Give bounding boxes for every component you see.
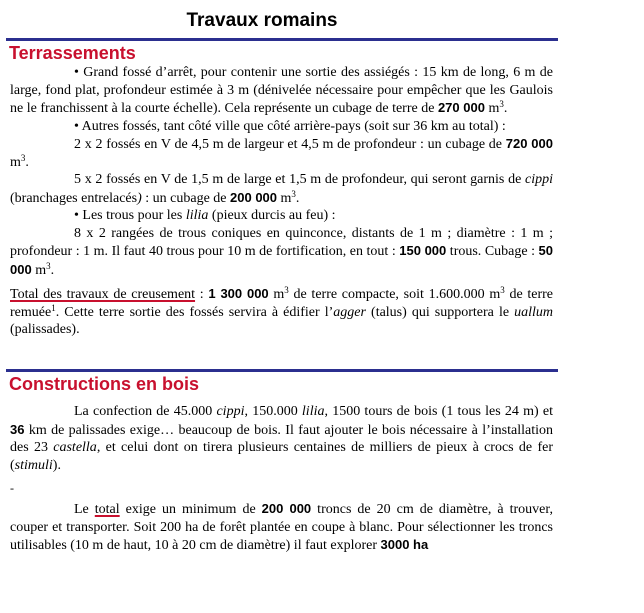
superscript: 3 — [499, 99, 504, 109]
text-run: • Les trous pour les — [74, 208, 186, 223]
text-run: de terre remuée — [10, 287, 554, 320]
text-run: m — [484, 101, 500, 116]
italic-term: uallum — [514, 304, 553, 320]
superscript: 3 — [500, 285, 505, 295]
text-run: (pieux durcis au feu) : — [208, 208, 336, 223]
value-highlight: 720 000 — [505, 136, 553, 151]
value-highlight: 150 000 — [399, 243, 447, 258]
divider-rule — [6, 369, 558, 372]
text-run: ). — [52, 457, 61, 473]
text-run: m — [268, 287, 285, 302]
text-run: : — [195, 287, 209, 302]
text-run: (branchages entrelacés — [10, 190, 138, 206]
text-run: : un cubage de — [141, 190, 231, 206]
italic-term: lilia — [301, 404, 325, 419]
section-body-constructions-bois — [10, 403, 553, 555]
paragraph-total-creusement — [10, 285, 553, 339]
text-run: m — [31, 262, 47, 278]
paragraph-confection-bois — [10, 403, 553, 474]
italic-term: ) — [137, 190, 142, 206]
page-title: Travaux romains — [186, 10, 338, 31]
superscript: 3 — [20, 152, 26, 163]
section-heading-terrassements: Terrassements — [9, 43, 136, 63]
underlined-total-label: Total des travaux de creusement — [10, 287, 196, 302]
italic-term: cippi — [525, 172, 553, 187]
italic-term: agger — [333, 304, 366, 320]
superscript: 3 — [284, 285, 289, 295]
text-run: Le — [74, 502, 95, 517]
value-highlight: 36 — [10, 421, 25, 437]
italic-term: stimuli — [14, 457, 53, 473]
superscript: 3 — [46, 260, 51, 271]
text-run: . — [25, 154, 29, 170]
text-run: , et celui dont on tirera plusieurs centaines de milliers de pieux à crocs de fer ( — [10, 440, 553, 473]
value-highlight: 200 000 — [230, 189, 278, 205]
text-run: troncs de 20 cm de diamètre, à trouver, couper et transporter. Soit 200 ha de forêt plantée en coupe à blanc. Pour sélectionner les troncs utilisables (10 m de haut, 10 à 20 cm de diamètre) il faut explorer — [10, 502, 553, 553]
text-run: exige un minimum de — [119, 502, 262, 517]
text-run: 5 x 2 fossés en V de 1,5 m de large et 1,5 m de profondeur, qui seront garnis de — [74, 172, 525, 187]
text-run: La confection de 45.000 — [74, 404, 217, 419]
text-run: , 150.000 — [244, 404, 302, 419]
text-run: m — [277, 190, 292, 206]
section-body-terrassements — [10, 64, 553, 339]
italic-term: castella — [53, 440, 97, 455]
value-highlight: 200 000 — [261, 501, 312, 516]
footnote-marker: 1 — [51, 302, 56, 313]
text-run: de terre compacte, soit 1.600.000 m — [288, 287, 501, 302]
italic-term: lilia — [185, 208, 209, 223]
text-run: 8 x 2 rangées de trous coniques en quinconce, distants de 1 m ; diamètre : 1 m ; profondeur : 1 m. Il faut 40 trous pour 10 m de fortification, en tout : — [10, 225, 553, 259]
superscript: 3 — [291, 188, 296, 199]
underlined-total-word: total — [94, 502, 120, 517]
section-heading-constructions-bois: Constructions en bois — [9, 374, 200, 394]
value-highlight: 270 000 — [437, 100, 485, 115]
paragraph-trous-lilia — [10, 207, 553, 225]
italic-term: cippi — [216, 404, 245, 419]
paragraph-rangees-trous — [10, 225, 553, 280]
text-run: km de palissades exige… beaucoup de bois. Il faut ajouter le bois nécessaire à l’installation des 23 — [10, 422, 553, 455]
text-run: (palissades). — [10, 322, 80, 337]
text-run: 2 x 2 fossés en V de 4,5 m de largeur et 4,5 m de profondeur : un cubage de — [74, 137, 506, 152]
paragraph-grand-fosse — [10, 64, 553, 118]
paragraph-fosses-cippi — [10, 171, 553, 207]
value-highlight: 1 300 000 — [208, 286, 269, 301]
text-run: • Grand fossé d’arrêt, pour contenir une sortie des assiégés : 15 km de long, 6 m de large, fond plat, profondeur estimée à 3 m (dénivelée nécessaire pour empêcher que les Gaulois ne le franchissent à la courte échelle). Cela représente un cubage de terre de — [10, 65, 553, 116]
paragraph-fosses-v-large — [10, 135, 553, 171]
text-run: . — [50, 262, 55, 278]
paragraph-gap — [10, 474, 553, 500]
stray-dash: - — [10, 481, 14, 495]
text-run: . — [503, 101, 508, 116]
text-run: m — [10, 154, 21, 170]
text-run: trous. Cubage : — [446, 244, 539, 259]
value-highlight: 50 000 — [10, 243, 554, 277]
divider-rule — [6, 38, 558, 41]
text-run: (talus) qui supportera le — [365, 304, 515, 320]
text-run: . Cette terre sortie des fossés servira à édifier l’ — [55, 304, 334, 320]
paragraph-autres-fosses: • Autres fossés, tant côté ville que côté arrière-pays (soit sur 36 km au total) : — [74, 118, 506, 134]
value-highlight: 3000 ha — [380, 537, 429, 552]
text-run: , 1500 tours de bois (1 tous les 24 m) et — [324, 404, 553, 419]
paragraph-total-troncs — [10, 500, 553, 555]
text-run: . — [295, 190, 300, 206]
